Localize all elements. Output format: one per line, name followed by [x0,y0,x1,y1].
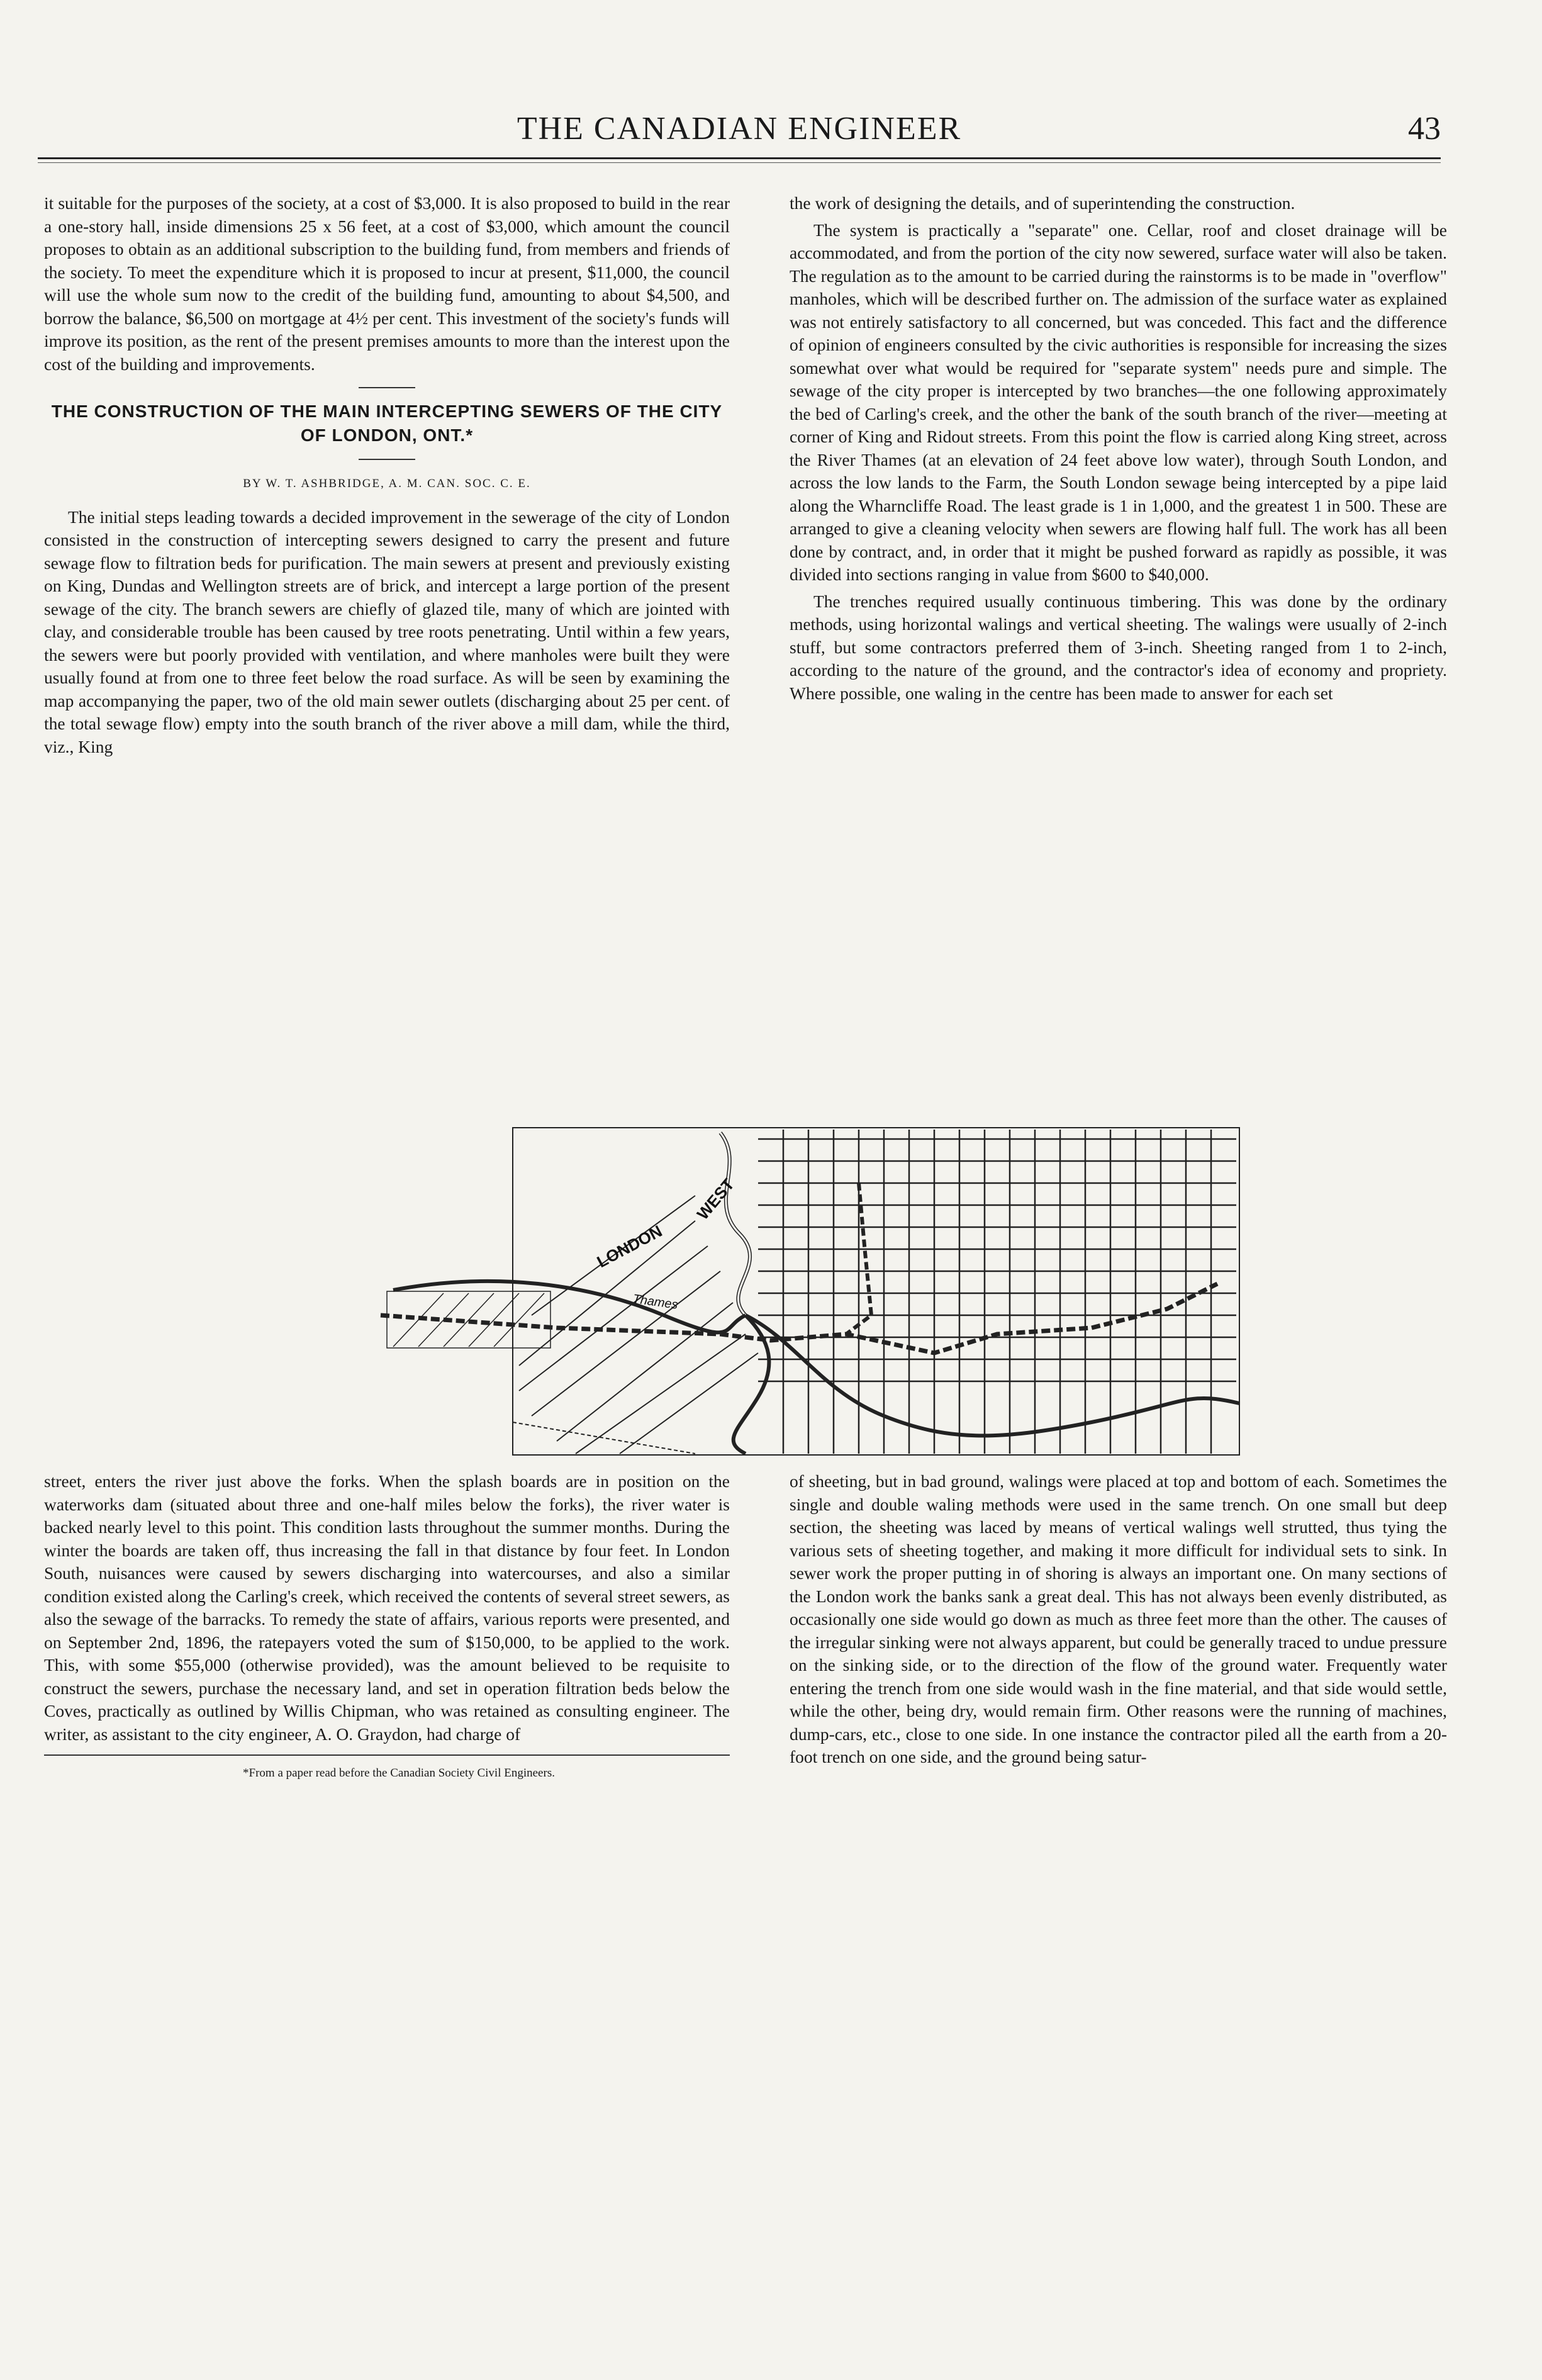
paragraph-initial-steps: The initial steps leading towards a decided improvement in the sewerage of the city of London consisted in the construction of intercepting sewers designed to carry the present and future sewage flow to filtration beds for purification. The main sewers at present and previously existing on King, Dundas and Wellington streets are of brick, and intercept a large portion of the present sewage of the city. The branch sewers are chiefly of glazed tile, many of which are jointed with clay, and considerable trouble has been caused by tree roots penetrating. Until within a few years, the sewers were but poorly provided with ventilation, and where manholes were built they were usually found at from one to three feet below the road surface. As will be seen by examining the map accompanying the paper, two of the old main sewer outlets (discharging about 25 per cent. of the total sewage flow) empty into the south branch of the river above a mill dam, while the third, viz., King [44,507,730,756]
page-header [38,110,1441,160]
map-label-london: LONDON [593,1221,666,1272]
map-label-west: WEST [693,1175,738,1223]
article-title: THE CONSTRUCTION OF THE MAIN INTERCEPTING SEWERS OF THE CITY OF LONDON, ONT.* [51,401,723,445]
article-byline: BY W. T. ASHBRIDGE, A. M. CAN. SOC. C. E. [243,477,531,490]
column-left-top [44,192,730,762]
paragraph-society: it suitable for the purposes of the society, at a cost of $3,000. It is also proposed to build in the rear a one-story hall, inside dimensions 25 x 56 feet, at a cost of $3,000, which amount the council proposes to obtain as an additional subscription to the building fund, from members and friends of the society. To meet the expenditure which it is proposed to incur at present, $11,000, the council will use the whole sum now to the credit of the building fund, amounting to about $4,500, and borrow the balance, $6,500 on mortgage at 4½ per cent. This investment of the society's funds will improve its position, as the rent of the present premises amounts to more than the interest upon the cost of the building and improvements. [44,193,730,374]
paragraph-trenches: The trenches required usually continuous timbering. This was done by the ordinary methods, using horizontal walings and vertical sheeting. The walings were usually of 2-inch stuff, but some contractors preferred them of 3-inch. Sheeting ranged from 1 to 2-inch, according to the nature of the ground, and the contractor's idea of economy and propriety. Where possible, one waling in the centre has been made to answer for each set [790,591,1447,703]
header-rule [38,157,1441,159]
sewer-map-figure [368,1126,1243,1457]
map-drawing [368,1126,1243,1457]
map-label-thames: Thames [632,1292,679,1313]
column-left-bottom [44,1470,730,1789]
section-divider [359,387,415,388]
journal-title: THE CANADIAN ENGINEER [517,111,962,147]
paragraph-sheeting: of sheeting, but in bad ground, walings were placed at top and bottom of each. Sometimes the single and double waling methods were used in the same trench. On one small but deep section, the sheeting was laced by means of vertical walings well strutted, thus tying the various sets of sheeting together, and making it more difficult for individual sets to sink. In sewer work the proper putting in of shoring is always an important one. On many sections of the London work the banks sank a great deal. This has not always been evenly distributed, as occasionally one side would go down as much as three feet more than the other. The causes of the irregular sinking were not always apparent, but could be generally traced to undue pressure on the sinking side, or to the direction of the flow of the ground water. Frequently water entering the trench from one side would wash in the fine material, and that side would settle, while the other, being dry, would remain firm. Other reasons were the running of machines, dump-cars, etc., close to one side. In one instance the contractor piled all the earth from a 20-foot trench on one side, and the ground being satur- [790,1471,1447,1766]
footnote-rule [44,1754,730,1756]
column-right-bottom [790,1470,1447,1773]
page-number: 43 [1408,111,1441,147]
paragraph-king-street: street, enters the river just above the forks. When the splash boards are in position on the waterworks dam (situated about three and one-half miles below the forks), the river water is backed nearly level to this point. This condition lasts throughout the summer months. During the winter the boards are taken off, thus increasing the fall in that distance by four feet. In London South, nuisances were caused by sewers discharging into watercourses, and also a similar condition existed along the Carling's creek, which received the contents of several street sewers, as also the sewage of the barracks. To remedy the state of affairs, various reports were presented, and on September 2nd, 1896, the ratepayers voted the sum of $150,000, to be applied to the work. This, with some $55,000 (otherwise provided), was the amount believed to be requisite to construct the sewers, purchase the necessary land, and set in operation filtration beds below the Coves, practically as outlined by Willis Chipman, who was retained as consulting engineer. The writer, as assistant to the city engineer, A. O. Graydon, had charge of [44,1471,730,1744]
header-rule-thin [38,162,1441,163]
footnote: *From a paper read before the Canadian Society Civil Engineers. [243,1766,555,1780]
paragraph-work-design: the work of designing the details, and of superintending the construction. [790,193,1295,213]
paragraph-system: The system is practically a "separate" one. Cellar, roof and closet drainage will be accommodated, and from the portion of the city now sewered, surface water will also be taken. The regulation as to the amount to be carried during the rainstorms is to be made in "overflow" manholes, which will be described further on. The admission of the surface water as explained was not entirely satisfactory to all concerned, but was conceded. This fact and the difference of opinion of engineers consulted by the civic authorities is responsible for increasing the sizes somewhat over what would be required for "separate system" needs pure and simple. The sewage of the city proper is intercepted by two branches—the one following approximately the bed of Carling's creek, and the other the bank of the south branch of the river—meeting at corner of King and Ridout streets. From this point the flow is carried along King street, across the River Thames (at an elevation of 24 feet above low water), through South London, and across the low lands to the Farm, the South London sewage being intercepted by a pipe laid along the Wharncliffe Road. The least grade is 1 in 1,000, and the greatest 1 in 500. These are arranged to give a cleaning velocity when sewers are flowing half full. The work has all been done by contract, and, in order that it might be pushed forward as rapidly as possible, it was divided into sections ranging in value from $600 to $40,000. [790,220,1448,584]
column-right-top [790,192,1447,709]
title-divider [359,459,415,460]
